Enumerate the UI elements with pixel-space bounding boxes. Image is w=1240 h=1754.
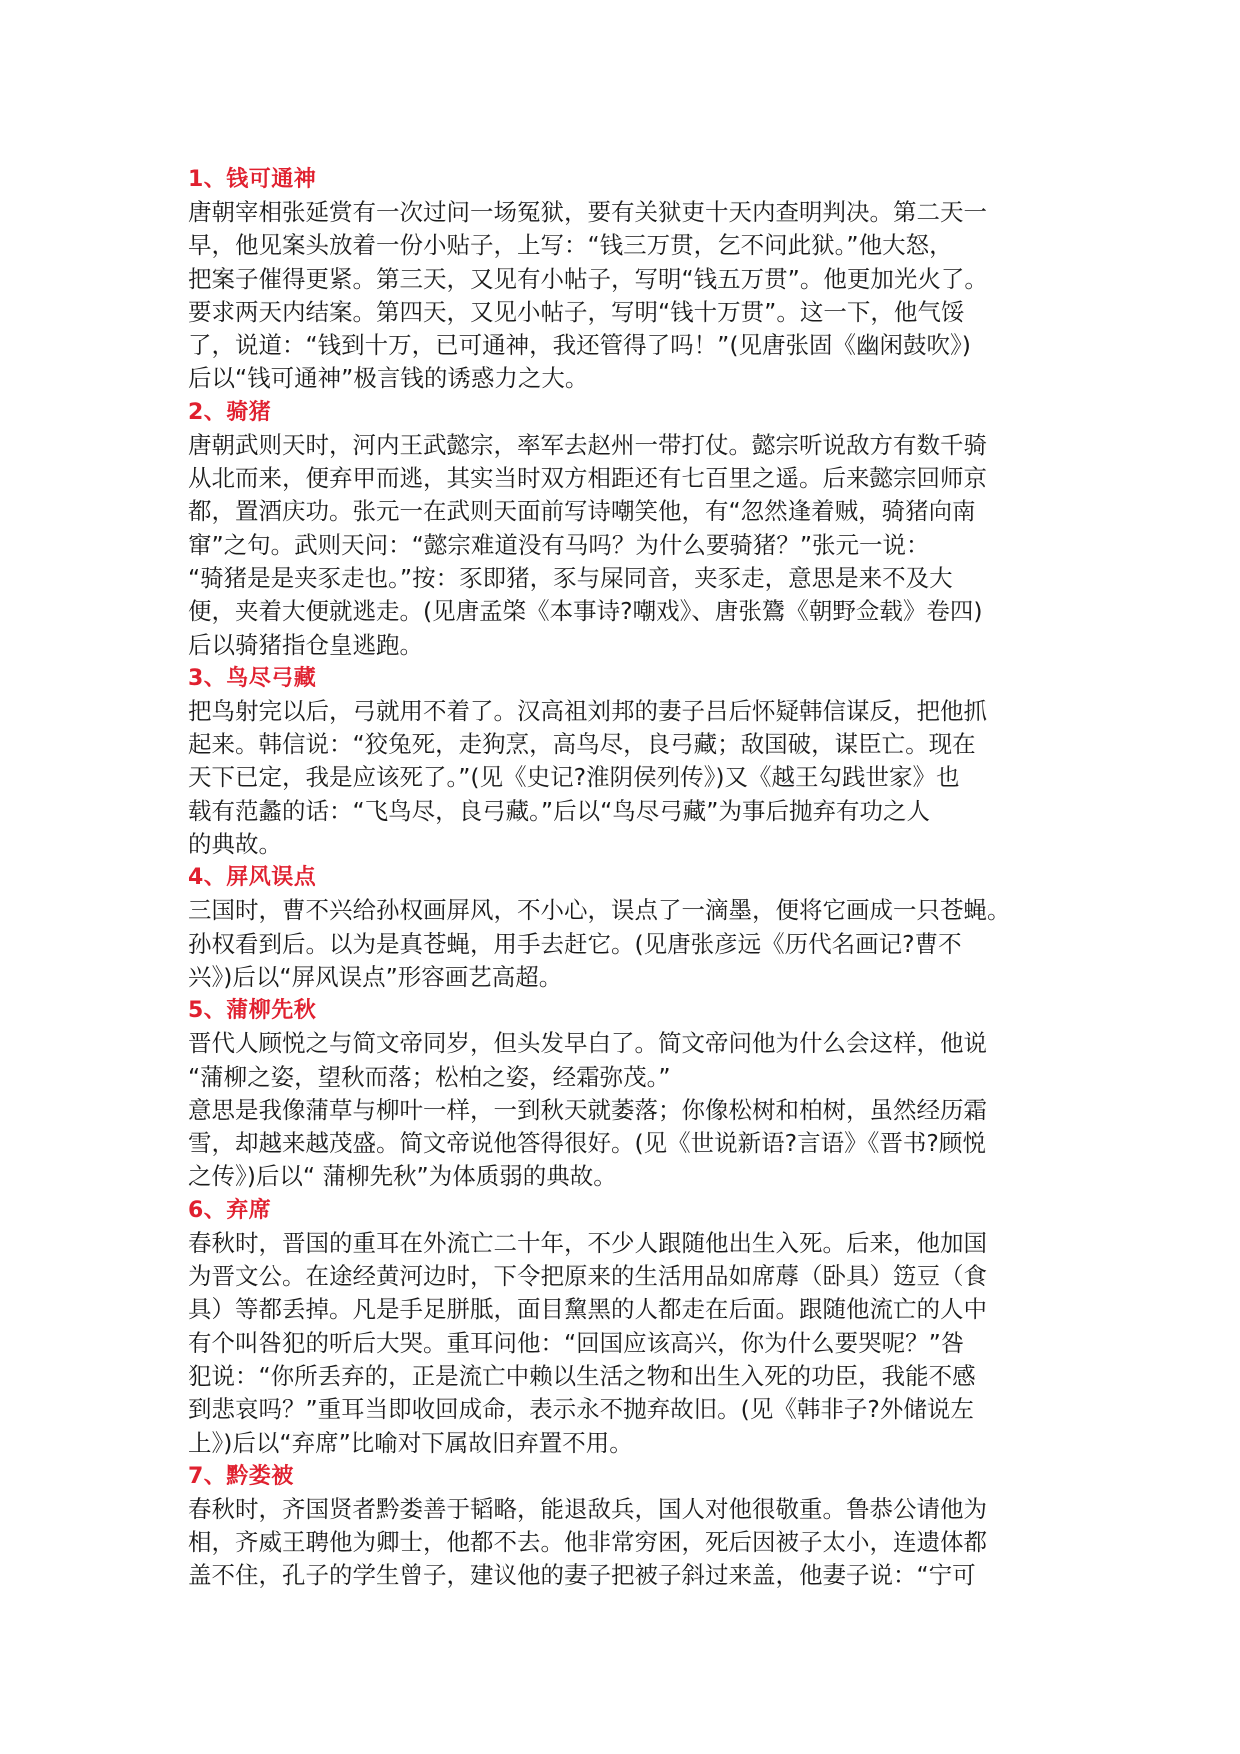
text-line: 早，他见案头放着一份小贴子，上写：“钱三万贯，乞不问此狱。”他大怒， <box>188 231 953 260</box>
text-line: 都，置酒庆功。张元一在武则天面前写诗嘲笑他，有“忽然逢着贼，骑猪向南 <box>188 497 976 526</box>
text-line: 之传》)后以“ 蒲柳先秋”为体质弱的典故。 <box>188 1162 617 1191</box>
section-heading: 6、弃席 <box>188 1197 272 1223</box>
text-line: 要求两天内结案。第四天，又见小帖子，写明“钱十万贯”。这一下，他气馁 <box>188 297 965 326</box>
text-line: 唐朝武则天时，河内王武懿宗，率军去赵州一带打仗。懿宗听说敌方有数千骑 <box>188 430 987 459</box>
text-line: “蒲柳之姿，望秋而落；松柏之姿，经霜弥茂。” <box>188 1062 671 1091</box>
idiom-section-5 <box>188 994 1058 1193</box>
idiom-section-4 <box>188 861 1058 994</box>
text-line: 后以“钱可通神”极言钱的诱惑力之大。 <box>188 364 589 393</box>
text-line: 孙权看到后。以为是真苍蝇，用手去赶它。(见唐张彦远《历代名画记?曹不 <box>188 929 962 958</box>
text-line: “骑猪是是夹豕走也。”按：豕即猪，豕与屎同音，夹豕走，意思是来不及大 <box>188 563 953 592</box>
document-page <box>188 163 1058 1593</box>
idiom-section-6 <box>188 1194 1058 1460</box>
text-line: 起来。韩信说：“狡兔死，走狗烹，高鸟尽，良弓藏；敌国破，谋臣亡。现在 <box>188 730 976 759</box>
text-line: 犯说：“你所丢弃的，正是流亡中赖以生活之物和出生入死的功臣，我能不感 <box>188 1361 976 1390</box>
text-line: 载有范蠡的话：“飞鸟尽，良弓藏。”后以“鸟尽弓藏”为事后抛弃有功之人 <box>188 796 930 825</box>
section-heading: 2、骑猪 <box>188 399 272 425</box>
section-heading: 3、鸟尽弓藏 <box>188 665 317 691</box>
text-line: 的典故。 <box>188 830 282 859</box>
text-line: 春秋时，晋国的重耳在外流亡二十年，不少人跟随他出生入死。后来，他加国 <box>188 1228 987 1257</box>
section-heading: 5、蒲柳先秋 <box>188 998 317 1024</box>
text-line: 意思是我像蒲草与柳叶一样，一到秋天就萎落；你像松树和柏树，虽然经历霜 <box>188 1095 987 1124</box>
section-heading: 7、黔娄被 <box>188 1463 294 1489</box>
idiom-section-3 <box>188 662 1058 861</box>
text-line: 上》)后以“弃席”比喻对下属故旧弃置不用。 <box>188 1428 633 1457</box>
text-line: 到悲哀吗？”重耳当即收回成命，表示永不抛弃故旧。(见《韩非子?外储说左 <box>188 1395 974 1424</box>
section-heading: 4、屏风误点 <box>188 865 317 891</box>
text-line: 晋代人顾悦之与简文帝同岁，但头发早白了。简文帝问他为什么会这样，他说 <box>188 1029 987 1058</box>
text-line: 三国时，曹不兴给孙权画屏风，不小心，误点了一滴墨，便将它画成一只苍蝇。 <box>188 896 1011 925</box>
text-line: 把案子催得更紧。第三天，又见有小帖子，写明“钱五万贯”。他更加光火了。 <box>188 264 988 293</box>
text-line: 唐朝宰相张延赏有一次过问一场冤狱，要有关狱吏十天内查明判决。第二天一 <box>188 198 987 226</box>
idiom-section-2 <box>188 396 1058 662</box>
text-line: 天下已定，我是应该死了。”(见《史记?淮阴侯列传》)又《越王勾践世家》也 <box>188 763 960 792</box>
text-line: 兴》)后以“屏风误点”形容画艺高超。 <box>188 962 563 991</box>
idiom-section-1 <box>188 163 1058 396</box>
text-line: 雪，却越来越茂盛。简文帝说他答得很好。(见《世说新语?言语》《晋书?顾悦 <box>188 1129 986 1158</box>
section-heading: 1、钱可通神 <box>188 167 317 192</box>
text-line: 后以骑猪指仓皇逃跑。 <box>188 630 423 659</box>
text-line: 窜”之句。武则天问：“懿宗难道没有马吗？为什么要骑猪？”张元一说： <box>188 530 930 559</box>
text-line: 盖不住，孔子的学生曾子，建议他的妻子把被子斜过来盖，他妻子说：“宁可 <box>188 1561 976 1590</box>
text-line: 从北而来，便弃甲而逃，其实当时双方相距还有七百里之遥。后来懿宗回师京 <box>188 464 987 493</box>
text-line: 春秋时，齐国贤者黔娄善于韬略，能退敌兵，国人对他很敬重。鲁恭公请他为 <box>188 1494 987 1523</box>
text-line: 具）等都丢掉。凡是手足胼胝，面目黧黑的人都走在后面。跟随他流亡的人中 <box>188 1295 987 1324</box>
text-line: 有个叫咎犯的听后大哭。重耳问他：“回国应该高兴，你为什么要哭呢？”咎 <box>188 1328 965 1357</box>
text-line: 便，夹着大便就逃走。(见唐孟棨《本事诗?嘲戏》、唐张鷟《朝野佥载》卷四) <box>188 597 983 626</box>
text-line: 了，说道：“钱到十万，已可通神，我还管得了吗！”(见唐张固《幽闲鼓吹》) <box>188 331 971 360</box>
text-line: 把鸟射完以后，弓就用不着了。汉高祖刘邦的妻子吕后怀疑韩信谋反，把他抓 <box>188 696 987 725</box>
idiom-section-7 <box>188 1460 1058 1593</box>
text-line: 相，齐威王聘他为卿士，他都不去。他非常穷困，死后因被子太小，连遗体都 <box>188 1528 987 1557</box>
text-line: 为晋文公。在途经黄河边时，下令把原来的生活用品如席蓐（卧具）笾豆（食 <box>188 1262 987 1291</box>
